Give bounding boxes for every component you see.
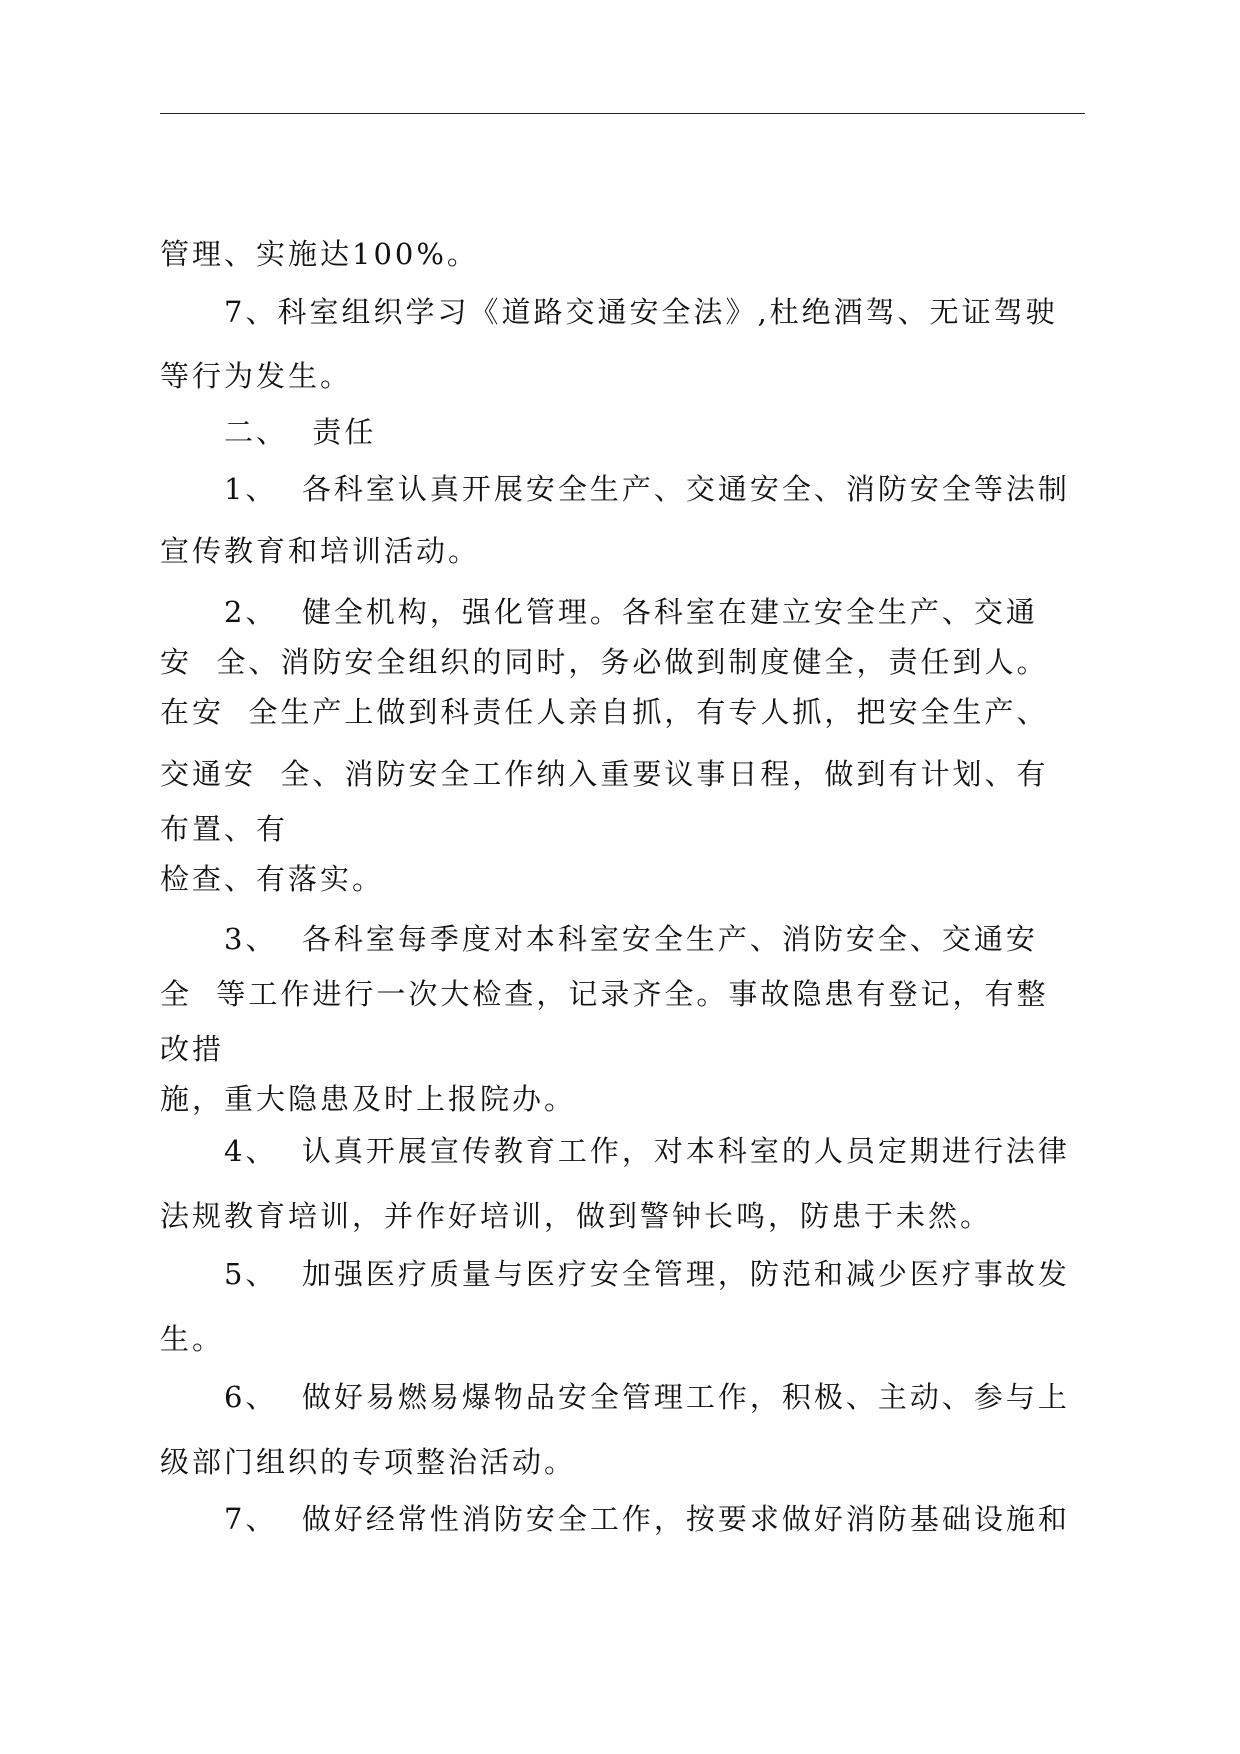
text-line: 2、 健全机构，强化管理。各科室在建立安全生产、交通 — [224, 595, 1038, 629]
text-line: 布置、有 — [160, 812, 289, 846]
text-line: 4、 认真开展宣传教育工作，对本科室的人员定期进行法律 — [224, 1134, 1070, 1168]
text-line: 改措 — [160, 1032, 225, 1066]
text-line: 3、 各科室每季度对本科室安全生产、消防安全、交通安 — [224, 922, 1038, 956]
header-rule — [160, 113, 1085, 114]
text-line: 管理、实施达100%。 — [160, 237, 479, 271]
text-line: 1、 各科室认真开展安全生产、交通安全、消防安全等法制 — [224, 472, 1070, 506]
text-line: 7、科室组织学习《道路交通安全法》,杜绝酒驾、无证驾驶 — [224, 295, 1058, 329]
text-line: 在安 全生产上做到科责任人亲自抓，有专人抓，把安全生产、 — [160, 695, 1049, 729]
text-line: 等行为发生。 — [160, 359, 353, 393]
text-line: 5、 加强医疗质量与医疗安全管理，防范和减少医疗事故发 — [224, 1257, 1070, 1291]
text-line: 生。 — [160, 1322, 225, 1356]
text-line: 法规教育培训，并作好培训，做到警钟长鸣，防患于未然。 — [160, 1199, 993, 1233]
section-heading: 二、 责任 — [224, 415, 377, 449]
text-line: 级部门组织的专项整治活动。 — [160, 1445, 577, 1479]
text-line: 检查、有落实。 — [160, 862, 385, 896]
text-line: 宣传教育和培训活动。 — [160, 534, 481, 568]
text-line: 交通安 全、消防安全工作纳入重要议事日程，做到有计划、有 — [160, 757, 1049, 791]
text-line: 7、 做好经常性消防安全工作，按要求做好消防基础设施和 — [224, 1502, 1070, 1536]
text-line: 安 全、消防安全组织的同时，务必做到制度健全，责任到人。 — [160, 645, 1049, 679]
text-line: 施，重大隐患及时上报院办。 — [160, 1082, 577, 1116]
text-line: 6、 做好易燃易爆物品安全管理工作，积极、主动、参与上 — [224, 1380, 1070, 1414]
text-line: 全 等工作进行一次大检查，记录齐全。事故隐患有登记，有整 — [160, 977, 1049, 1011]
